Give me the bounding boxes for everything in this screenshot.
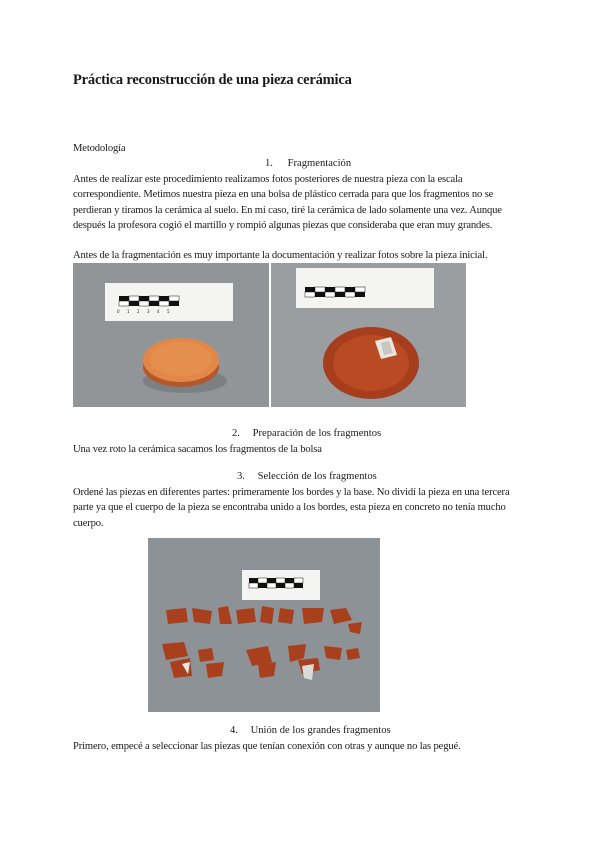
methodology-label: Metodología xyxy=(73,143,126,154)
photo-fragments xyxy=(148,538,380,712)
scale-tick-2: 2 xyxy=(137,309,140,314)
section-2-heading xyxy=(232,428,381,439)
section-2-title: Preparación de los fragmentos xyxy=(252,428,382,439)
section-3-number: 3. xyxy=(237,471,245,482)
section-2-number: 2. xyxy=(232,428,240,439)
document-title: Práctica reconstrucción de una pieza cerámica xyxy=(73,72,352,88)
scale-tick-4: 4 xyxy=(157,309,160,314)
section-1-number: 1. xyxy=(265,158,273,169)
photo-plate-underside xyxy=(73,263,269,407)
section-1-title: Fragmentación xyxy=(287,158,352,169)
section-3-heading xyxy=(237,471,377,482)
section-1-paragraph-2: Antes de la fragmentación es muy importante la documentación y realizar fotos sobre la pieza inicial. xyxy=(73,250,488,261)
scale-tick-1: 1 xyxy=(127,309,130,314)
section-4-paragraph: Primero, empecé a seleccionar las piezas que tenían conexión con otras y aunque no las pegué. xyxy=(73,741,461,752)
section-1-heading xyxy=(265,158,351,169)
section-3-title: Selección de los fragmentos xyxy=(257,471,377,482)
section-4-number: 4. xyxy=(230,725,238,736)
section-3-paragraph: Ordené las piezas en diferentes partes: primeramente los bordes y la base. No dividí la pieza en una tercera parte ya que el cuerpo de la pieza se encontraba unido a los bordes, esta pieza en concreto no tenía mucho cuerpo. xyxy=(73,487,510,529)
section-4-title: Unión de los grandes fragmentos xyxy=(250,725,391,736)
section-4-heading xyxy=(230,725,391,736)
scale-tick-0: 0 xyxy=(117,309,120,314)
section-2-paragraph: Una vez roto la cerámica sacamos los fragmentos de la bolsa xyxy=(73,444,322,455)
scale-tick-5: 5 xyxy=(167,309,170,314)
photo-plate-interior xyxy=(271,263,466,407)
section-1-paragraph-1: Antes de realizar este procedimiento realizamos fotos posteriores de nuestra pieza con la escala correspondiente. Metimos nuestra pieza en una bolsa de plástico cerrada para que los fragmentos no se perdieran y tiramos la cerámica al suelo. En mi caso, tiré la cerámica de lado solamente una vez. Aunque después la profesora cogió el martillo y rompió algunas piezas que consideraba que eran muy grandes. xyxy=(73,174,502,232)
scale-tick-3: 3 xyxy=(147,309,150,314)
